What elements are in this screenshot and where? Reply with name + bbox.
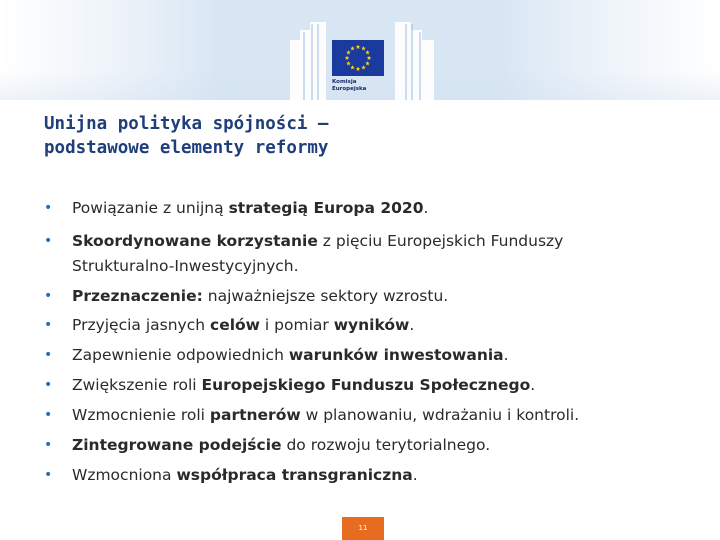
bullet-dot-icon: •	[44, 377, 53, 393]
bullet-text-part: Powiązanie z unijną	[72, 199, 229, 217]
bullet-dot-icon: •	[44, 467, 53, 483]
bullet-text	[72, 433, 704, 458]
bullet-text-part: Wzmocnienie roli	[72, 406, 210, 424]
bullet-emphasis: współpraca transgraniczna	[176, 466, 413, 484]
bullet-emphasis: celów	[210, 316, 260, 334]
slide-title	[44, 112, 464, 160]
bullet-emphasis: Skoordynowane korzystanie	[72, 232, 318, 250]
bullet-text	[72, 313, 704, 338]
bullet-text-part: Zapewnienie odpowiednich	[72, 346, 289, 364]
bullet-text	[72, 284, 704, 309]
bullet-emphasis: Zintegrowane podejście	[72, 436, 282, 454]
title-line-2: podstawowe elementy reformy	[44, 138, 329, 158]
bullet-text	[72, 196, 704, 221]
bullet-text	[72, 343, 704, 368]
header-banner	[0, 0, 720, 100]
bullet-dot-icon: •	[44, 347, 53, 363]
bullet-text	[72, 403, 704, 428]
bullet-emphasis: Przeznaczenie:	[72, 287, 203, 305]
bullet-text-part: Wzmocniona	[72, 466, 177, 484]
bullet-text-part: w planowaniu, wdrażaniu i kontroli.	[300, 406, 580, 424]
bullet-text-part: Przyjęcia jasnych	[72, 316, 211, 334]
bullet-emphasis: warunków inwestowania	[288, 346, 504, 364]
page-number-badge: 11	[342, 517, 384, 540]
bullet-text-part: najważniejsze sektory wzrostu.	[202, 287, 449, 305]
bullet-text-part: .	[423, 199, 429, 217]
bullet-text-part: .	[412, 466, 418, 484]
title-line-1: Unijna polityka spójności —	[44, 114, 329, 134]
bullet-dot-icon: •	[44, 233, 53, 249]
bullet-dot-icon: •	[44, 437, 53, 453]
logo-line-1: Komisja	[332, 79, 357, 85]
bullet-text-part: .	[503, 346, 509, 364]
bullet-dot-icon: •	[44, 317, 53, 333]
bullet-text	[72, 373, 704, 398]
bullet-text-part: do rozwoju terytorialnego.	[281, 436, 491, 454]
bullet-text-part: .	[530, 376, 536, 394]
eu-logo-caption	[332, 79, 382, 93]
bullet-dot-icon: •	[44, 288, 53, 304]
bullet-text	[72, 229, 704, 279]
bullet-text-part: z pięciu Europejskich Funduszy	[317, 232, 564, 250]
bullet-dot-icon: •	[44, 200, 53, 216]
bullet-emphasis: Europejskiego Funduszu Społecznego	[201, 376, 531, 394]
bullet-dot-icon: •	[44, 407, 53, 423]
bullet-emphasis: strategią Europa 2020	[228, 199, 424, 217]
logo-line-2: Europejska	[332, 86, 367, 92]
bullet-text-part: i pomiar	[260, 316, 334, 334]
bullet-text-continuation: Strukturalno-Inwestycyjnych.	[72, 257, 299, 275]
bullet-text-part: Zwiększenie roli	[72, 376, 202, 394]
bullet-text-part: .	[409, 316, 415, 334]
bullet-emphasis: partnerów	[209, 406, 301, 424]
bullet-emphasis: wyników	[333, 316, 410, 334]
bullet-text	[72, 463, 704, 488]
